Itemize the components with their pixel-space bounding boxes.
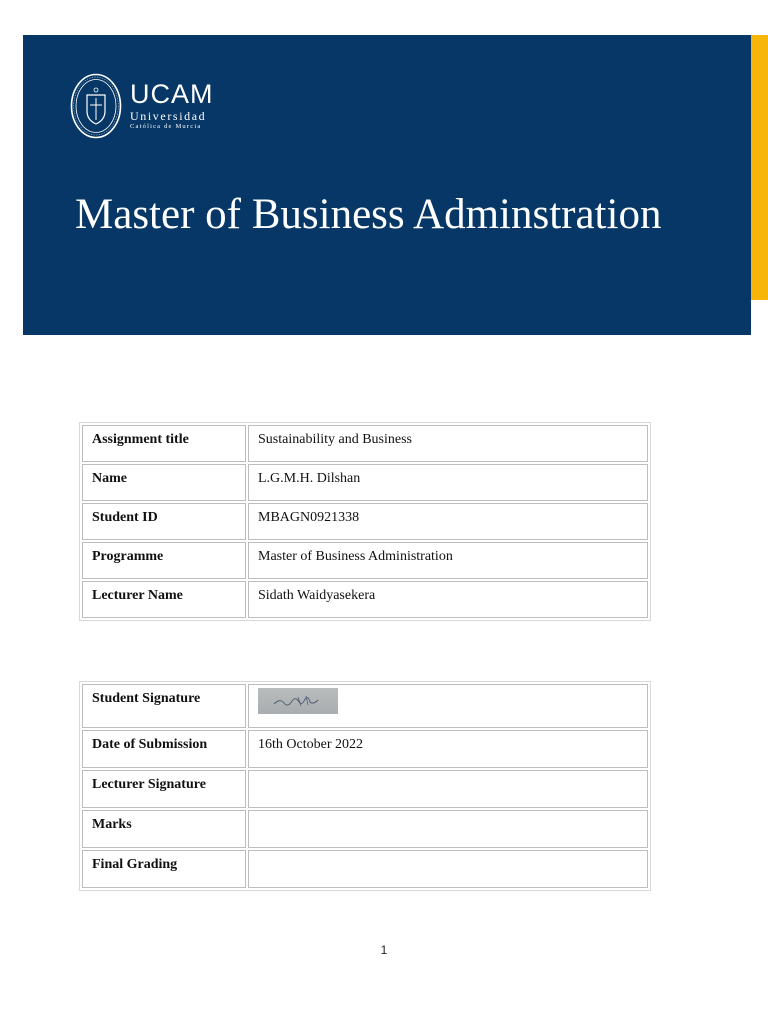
row-value: L.G.M.H. Dilshan (248, 464, 648, 501)
university-logo (70, 73, 214, 139)
logo-name: UCAM (130, 79, 214, 110)
logo-tagline: Católica de Murcia (130, 123, 202, 131)
table-row (82, 542, 648, 579)
row-label: Lecturer Signature (82, 770, 246, 808)
student-signature-image (258, 688, 338, 714)
row-value (248, 684, 648, 728)
row-label: Programme (82, 542, 246, 579)
row-label: Student Signature (82, 684, 246, 728)
row-value: Sidath Waidyasekera (248, 581, 648, 618)
logo-wordmark (130, 81, 214, 131)
table-row (82, 850, 648, 888)
row-value: Sustainability and Business (248, 425, 648, 462)
table-row (82, 730, 648, 768)
row-value (248, 810, 648, 848)
row-value: 16th October 2022 (248, 730, 648, 768)
table-row (82, 684, 648, 728)
row-label: Student ID (82, 503, 246, 540)
table-row (82, 425, 648, 462)
row-label: Lecturer Name (82, 581, 246, 618)
row-label: Name (82, 464, 246, 501)
table-row (82, 770, 648, 808)
university-seal-icon (70, 73, 122, 139)
accent-bar (751, 35, 768, 300)
assignment-details-table (79, 422, 651, 621)
table-row (82, 581, 648, 618)
row-value (248, 770, 648, 808)
row-label: Marks (82, 810, 246, 848)
row-label: Final Grading (82, 850, 246, 888)
document-title: Master of Business Adminstration (75, 191, 662, 238)
table-row (82, 503, 648, 540)
table-row (82, 464, 648, 501)
logo-subtitle: Universidad (130, 109, 207, 124)
row-value (248, 850, 648, 888)
page-number: 1 (380, 943, 388, 957)
row-value: MBAGN0921338 (248, 503, 648, 540)
table-row (82, 810, 648, 848)
row-label: Assignment title (82, 425, 246, 462)
row-label: Date of Submission (82, 730, 246, 768)
row-value: Master of Business Administration (248, 542, 648, 579)
submission-table (79, 681, 651, 891)
